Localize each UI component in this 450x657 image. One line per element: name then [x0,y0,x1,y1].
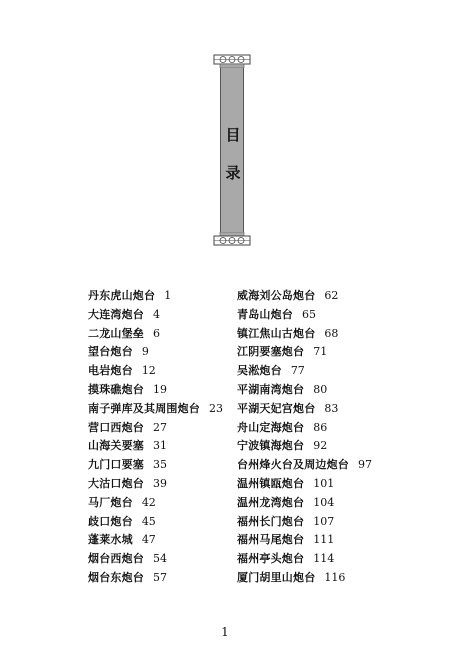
page-number: 1 [221,625,229,639]
toc-entry-page: 101 [313,476,335,490]
toc-entry[interactable] [237,513,372,532]
toc-entry-page: 12 [141,364,156,378]
toc-entry[interactable] [237,343,372,362]
toc-entry[interactable] [237,362,372,381]
toc-entry-name: 南子弹库及其周围炮台 [88,401,200,415]
toc-entry-page: 1 [164,289,172,302]
toc-entry[interactable] [237,550,372,569]
toc-entry-name: 马厂炮台 [88,495,133,509]
toc-entry-page: 27 [153,420,167,434]
toc-entry-page: 23 [209,401,223,415]
toc-entry-page: 57 [153,570,167,584]
toc-entry-name: 九门口要塞 [88,458,144,472]
toc-entry-name: 烟台东炮台 [88,570,144,584]
toc-entry-name: 温州龙湾炮台 [237,495,305,509]
toc-entry-name: 摸珠礁炮台 [88,382,144,396]
toc-entry-name: 镇江焦山古炮台 [237,326,316,340]
toc-entry-name: 宁波镇海炮台 [237,439,305,453]
toc-entry[interactable] [237,494,372,513]
toc-entry-page: 35 [153,458,167,472]
toc-entry-page: 71 [313,345,328,359]
toc-entry-name: 烟台西炮台 [88,552,144,566]
toc-entry[interactable] [237,531,372,550]
toc-entry-page: 97 [358,458,372,472]
toc-entry-name: 威海刘公岛炮台 [237,289,316,302]
toc-column-left [88,287,223,588]
toc-entry-name: 歧口炮台 [88,514,133,528]
toc-entry[interactable] [237,437,372,456]
toc-entry-page: 62 [324,289,339,302]
toc-entry-page: 92 [313,439,328,453]
toc-entry[interactable] [88,325,223,344]
toc-entry-page: 111 [313,533,335,547]
toc-entry-name: 吴淞炮台 [237,364,282,378]
toc-entry[interactable] [237,569,372,588]
toc-entry-page: 47 [141,533,156,547]
toc-entry-name: 温州镇瓯炮台 [237,476,305,490]
toc-entry[interactable] [88,569,223,588]
toc-entry[interactable] [88,437,223,456]
toc-entry-name: 福州亭头炮台 [237,552,305,566]
toc-entry[interactable] [88,494,223,513]
toc-entry[interactable] [88,287,223,306]
toc-entry-name: 营口西炮台 [88,420,144,434]
toc-entry-name: 厦门胡里山炮台 [237,570,316,584]
toc-entry[interactable] [88,550,223,569]
toc-column-right [237,287,372,588]
toc-entry-name: 大连湾炮台 [88,307,144,321]
ornament-bottom-icon [213,232,251,250]
toc-entry-page: 45 [141,514,156,528]
toc-entry-name: 山海关要塞 [88,439,144,453]
toc-entry-page: 65 [302,307,316,321]
toc-entry-page: 114 [313,552,335,566]
toc-entry-page: 39 [153,476,167,490]
toc-entry-name: 二龙山堡垒 [88,326,144,340]
toc-entry-name: 福州长门炮台 [237,514,305,528]
toc-entry-name: 台州烽火台及周边炮台 [237,458,349,472]
toc-entry[interactable] [88,475,223,494]
toc-entry-name: 大沽口炮台 [88,476,144,490]
toc-entry-page: 107 [313,514,335,528]
toc-entry-page: 104 [313,495,335,509]
ornament-top-icon [213,50,251,68]
toc-entry[interactable] [237,381,372,400]
toc-entry[interactable] [88,513,223,532]
toc-entry[interactable] [237,325,372,344]
toc-entry-page: 6 [153,326,160,340]
toc-entry-page: 80 [313,382,328,396]
toc-entry[interactable] [88,306,223,325]
heading-char-2: 录 [225,164,241,182]
toc-entry[interactable] [88,419,223,438]
heading-char-1: 目 [225,126,241,144]
toc-entry-name: 丹东虎山炮台 [88,289,156,302]
toc-entry[interactable] [88,531,223,550]
toc-entry-page: 9 [141,345,149,359]
toc-entry[interactable] [237,306,372,325]
toc-entry-page: 86 [313,420,328,434]
toc-entry-name: 平湖天妃宫炮台 [237,401,316,415]
toc-entry-page: 116 [324,570,346,584]
toc-entry-page: 54 [153,552,167,566]
toc-entry-page: 4 [153,307,160,321]
toc-entry-name: 平湖南湾炮台 [237,382,305,396]
toc-entry-name: 福州马尾炮台 [237,533,305,547]
toc-entry-page: 77 [290,364,305,378]
toc-entry-name: 青岛山炮台 [237,307,293,321]
toc-entry[interactable] [237,287,372,306]
title-banner [213,50,251,250]
toc-entry-name: 电岩炮台 [88,364,133,378]
toc-entry[interactable] [237,456,372,475]
toc-entry-page: 42 [141,495,156,509]
toc-entry[interactable] [88,343,223,362]
toc-entry-page: 19 [153,382,167,396]
toc-entry[interactable] [237,400,372,419]
toc-entry-page: 83 [324,401,339,415]
title-panel [220,68,244,232]
toc-entry[interactable] [88,381,223,400]
toc-entry-name: 望台炮台 [88,345,133,359]
toc-entry-name: 蓬莱水城 [88,533,133,547]
toc-entry[interactable] [88,362,223,381]
toc-entry[interactable] [237,419,372,438]
toc-entry-name: 舟山定海炮台 [237,420,305,434]
toc-entry[interactable] [88,456,223,475]
toc-entry[interactable] [237,475,372,494]
toc-entry-name: 江阴要塞炮台 [237,345,305,359]
toc-entry-page: 68 [324,326,339,340]
toc-entry-page: 31 [153,439,167,453]
toc-entry[interactable] [88,400,223,419]
